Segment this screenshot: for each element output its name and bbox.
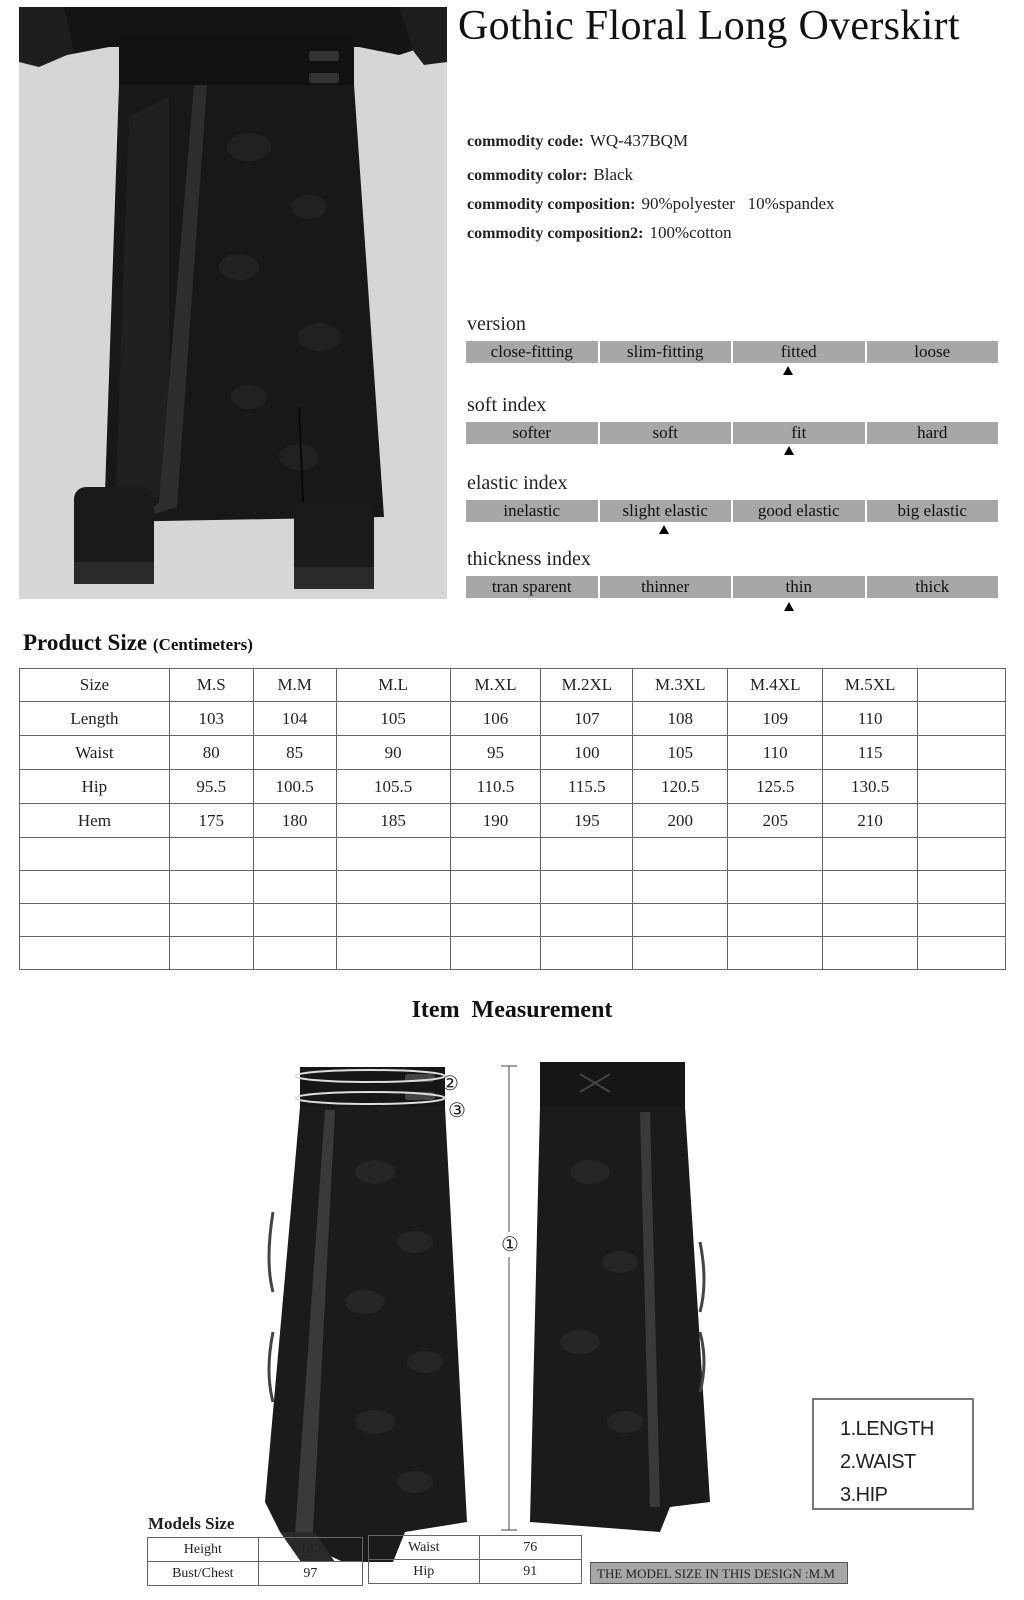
table-cell: [20, 937, 170, 970]
table-cell: [823, 871, 918, 904]
table-row: [20, 702, 1006, 736]
callout-length: ①: [501, 1234, 519, 1256]
model-value: 187: [258, 1538, 362, 1562]
soft-index-marker: [784, 446, 794, 455]
spec-commodity-composition2: [467, 223, 732, 243]
table-cell: [450, 904, 541, 937]
table-cell: [169, 871, 253, 904]
table-cell: [918, 804, 1006, 838]
table-cell: 107: [541, 702, 633, 736]
spec-value: 90%polyester 10%spandex: [641, 194, 835, 213]
soft-index-bar: [466, 422, 998, 444]
table-cell: [20, 904, 170, 937]
table-row: [20, 736, 1006, 770]
table-cell: M.M: [253, 669, 336, 702]
table-cell: [541, 904, 633, 937]
models-table-right: [368, 1535, 582, 1584]
table-cell: 185: [336, 804, 450, 838]
model-label: Hip: [369, 1560, 480, 1584]
table-cell: 106: [450, 702, 541, 736]
table-cell: [336, 871, 450, 904]
elastic-index-bar: [466, 500, 998, 522]
table-row-empty: [20, 937, 1006, 970]
table-cell: [336, 838, 450, 871]
table-cell: 190: [450, 804, 541, 838]
spec-value: 100%cotton: [649, 223, 732, 242]
table-cell: 110: [728, 736, 823, 770]
table-cell: [918, 838, 1006, 871]
table-cell: 120.5: [633, 770, 728, 804]
table-cell: [823, 937, 918, 970]
table-cell: 95: [450, 736, 541, 770]
table-cell: 80: [169, 736, 253, 770]
spec-label: commodity color:: [467, 167, 588, 184]
table-cell: [20, 871, 170, 904]
model-value: 91: [479, 1560, 581, 1584]
table-cell: [823, 904, 918, 937]
table-cell: 95.5: [169, 770, 253, 804]
size-table-body: [20, 669, 1006, 970]
table-cell: 205: [728, 804, 823, 838]
table-cell: Hem: [20, 804, 170, 838]
models-table-left: [147, 1537, 363, 1586]
thickness-index-marker: [784, 602, 794, 611]
table-cell: [541, 838, 633, 871]
table-cell: [253, 871, 336, 904]
elastic-index-option: slight elastic: [600, 500, 732, 522]
legend-waist: 2.WAIST: [840, 1451, 916, 1473]
spec-label: commodity code:: [467, 133, 584, 150]
table-cell: [450, 871, 541, 904]
table-cell: 130.5: [823, 770, 918, 804]
elastic-index-option: good elastic: [733, 500, 865, 522]
table-cell: [918, 669, 1006, 702]
table-row: [20, 770, 1006, 804]
thickness-index-option: tran sparent: [466, 576, 598, 598]
table-cell: Size: [20, 669, 170, 702]
product-size-table: [19, 668, 1006, 970]
table-cell: 108: [633, 702, 728, 736]
thickness-index-title: thickness index: [467, 548, 591, 570]
table-row-empty: [20, 871, 1006, 904]
item-measurement-title: Item Measurement: [411, 997, 613, 1023]
models-size-title: Models Size: [148, 1514, 235, 1533]
table-cell: [728, 838, 823, 871]
table-cell: [541, 937, 633, 970]
table-cell: [918, 937, 1006, 970]
model-value: 97: [258, 1562, 362, 1586]
table-cell: 90: [336, 736, 450, 770]
legend-length: 1.LENGTH: [840, 1418, 934, 1440]
length-guide: [495, 1064, 525, 1534]
table-cell: [918, 736, 1006, 770]
spec-value: WQ-437BQM: [589, 131, 689, 150]
table-header-row: [20, 669, 1006, 702]
model-label: Bust/Chest: [148, 1562, 259, 1586]
skirt-back-image: [530, 1062, 720, 1547]
product-size-unit: (Centimeters): [152, 635, 253, 654]
table-cell: [450, 937, 541, 970]
table-cell: Waist: [20, 736, 170, 770]
table-cell: [169, 904, 253, 937]
product-size-title: [23, 630, 253, 656]
thickness-index-option: thin: [733, 576, 865, 598]
table-cell: [336, 904, 450, 937]
spec-commodity-code: [467, 131, 688, 151]
table-cell: 195: [541, 804, 633, 838]
table-cell: 100: [541, 736, 633, 770]
elastic-index-option: inelastic: [466, 500, 598, 522]
table-cell: Hip: [20, 770, 170, 804]
model-size-note: THE MODEL SIZE IN THIS DESIGN :M.M: [590, 1562, 848, 1584]
spec-value: Black: [593, 165, 634, 184]
table-row-empty: [20, 838, 1006, 871]
table-cell: M.XL: [450, 669, 541, 702]
spec-label: commodity composition:: [467, 196, 636, 213]
table-cell: [823, 838, 918, 871]
version-option: slim-fitting: [600, 341, 732, 363]
table-cell: 175: [169, 804, 253, 838]
table-cell: M.4XL: [728, 669, 823, 702]
thickness-index-bar: [466, 576, 998, 598]
model-label: Waist: [369, 1536, 480, 1560]
table-cell: [633, 838, 728, 871]
table-cell: [336, 937, 450, 970]
soft-index-option: softer: [466, 422, 598, 444]
table-cell: 110.5: [450, 770, 541, 804]
table-cell: [253, 937, 336, 970]
version-marker: [783, 366, 793, 375]
spec-commodity-composition: [467, 194, 835, 214]
version-option: fitted: [733, 341, 865, 363]
legend-hip: 3.HIP: [840, 1484, 888, 1506]
table-cell: [728, 871, 823, 904]
version-option: close-fitting: [466, 341, 598, 363]
table-cell: [633, 871, 728, 904]
table-row-empty: [20, 904, 1006, 937]
measurement-legend: [812, 1398, 974, 1510]
table-cell: [728, 937, 823, 970]
elastic-index-marker: [659, 525, 669, 534]
table-cell: 100.5: [253, 770, 336, 804]
table-cell: 110: [823, 702, 918, 736]
table-cell: Length: [20, 702, 170, 736]
table-cell: [20, 838, 170, 871]
table-cell: 103: [169, 702, 253, 736]
product-photo: [19, 7, 447, 599]
skirt-front-image: [255, 1062, 475, 1567]
soft-index-option: hard: [867, 422, 999, 444]
waist-hip-guides: [295, 1060, 465, 1110]
table-cell: 125.5: [728, 770, 823, 804]
product-size-heading: Product Size: [23, 630, 148, 655]
table-cell: [633, 937, 728, 970]
table-cell: 104: [253, 702, 336, 736]
table-cell: [450, 838, 541, 871]
soft-index-option: soft: [600, 422, 732, 444]
table-cell: 210: [823, 804, 918, 838]
table-cell: 200: [633, 804, 728, 838]
table-cell: [169, 937, 253, 970]
table-cell: M.5XL: [823, 669, 918, 702]
table-cell: 105.5: [336, 770, 450, 804]
table-cell: 180: [253, 804, 336, 838]
table-cell: 85: [253, 736, 336, 770]
table-cell: [633, 904, 728, 937]
table-cell: 115: [823, 736, 918, 770]
elastic-index-title: elastic index: [467, 472, 568, 494]
table-cell: M.S: [169, 669, 253, 702]
model-label: Height: [148, 1538, 259, 1562]
table-cell: 109: [728, 702, 823, 736]
table-cell: 115.5: [541, 770, 633, 804]
spec-label: commodity composition2:: [467, 225, 644, 242]
product-title: Gothic Floral Long Overskirt: [458, 3, 960, 49]
version-bar: [466, 341, 998, 363]
table-cell: [253, 838, 336, 871]
elastic-index-option: big elastic: [867, 500, 999, 522]
table-cell: 105: [633, 736, 728, 770]
version-title: version: [467, 313, 526, 335]
table-cell: [169, 838, 253, 871]
callout-waist: ②: [441, 1073, 459, 1095]
table-row: [20, 804, 1006, 838]
table-cell: [918, 904, 1006, 937]
spec-commodity-color: [467, 165, 633, 185]
table-cell: M.3XL: [633, 669, 728, 702]
soft-index-option: fit: [733, 422, 865, 444]
table-cell: [541, 871, 633, 904]
table-cell: [918, 770, 1006, 804]
model-value: 76: [479, 1536, 581, 1560]
table-cell: M.L: [336, 669, 450, 702]
table-cell: [918, 871, 1006, 904]
callout-hip: ③: [448, 1100, 466, 1122]
table-cell: M.2XL: [541, 669, 633, 702]
thickness-index-option: thinner: [600, 576, 732, 598]
table-cell: 105: [336, 702, 450, 736]
table-cell: [728, 904, 823, 937]
version-option: loose: [867, 341, 999, 363]
soft-index-title: soft index: [467, 394, 547, 416]
table-cell: [253, 904, 336, 937]
table-cell: [918, 702, 1006, 736]
thickness-index-option: thick: [867, 576, 999, 598]
